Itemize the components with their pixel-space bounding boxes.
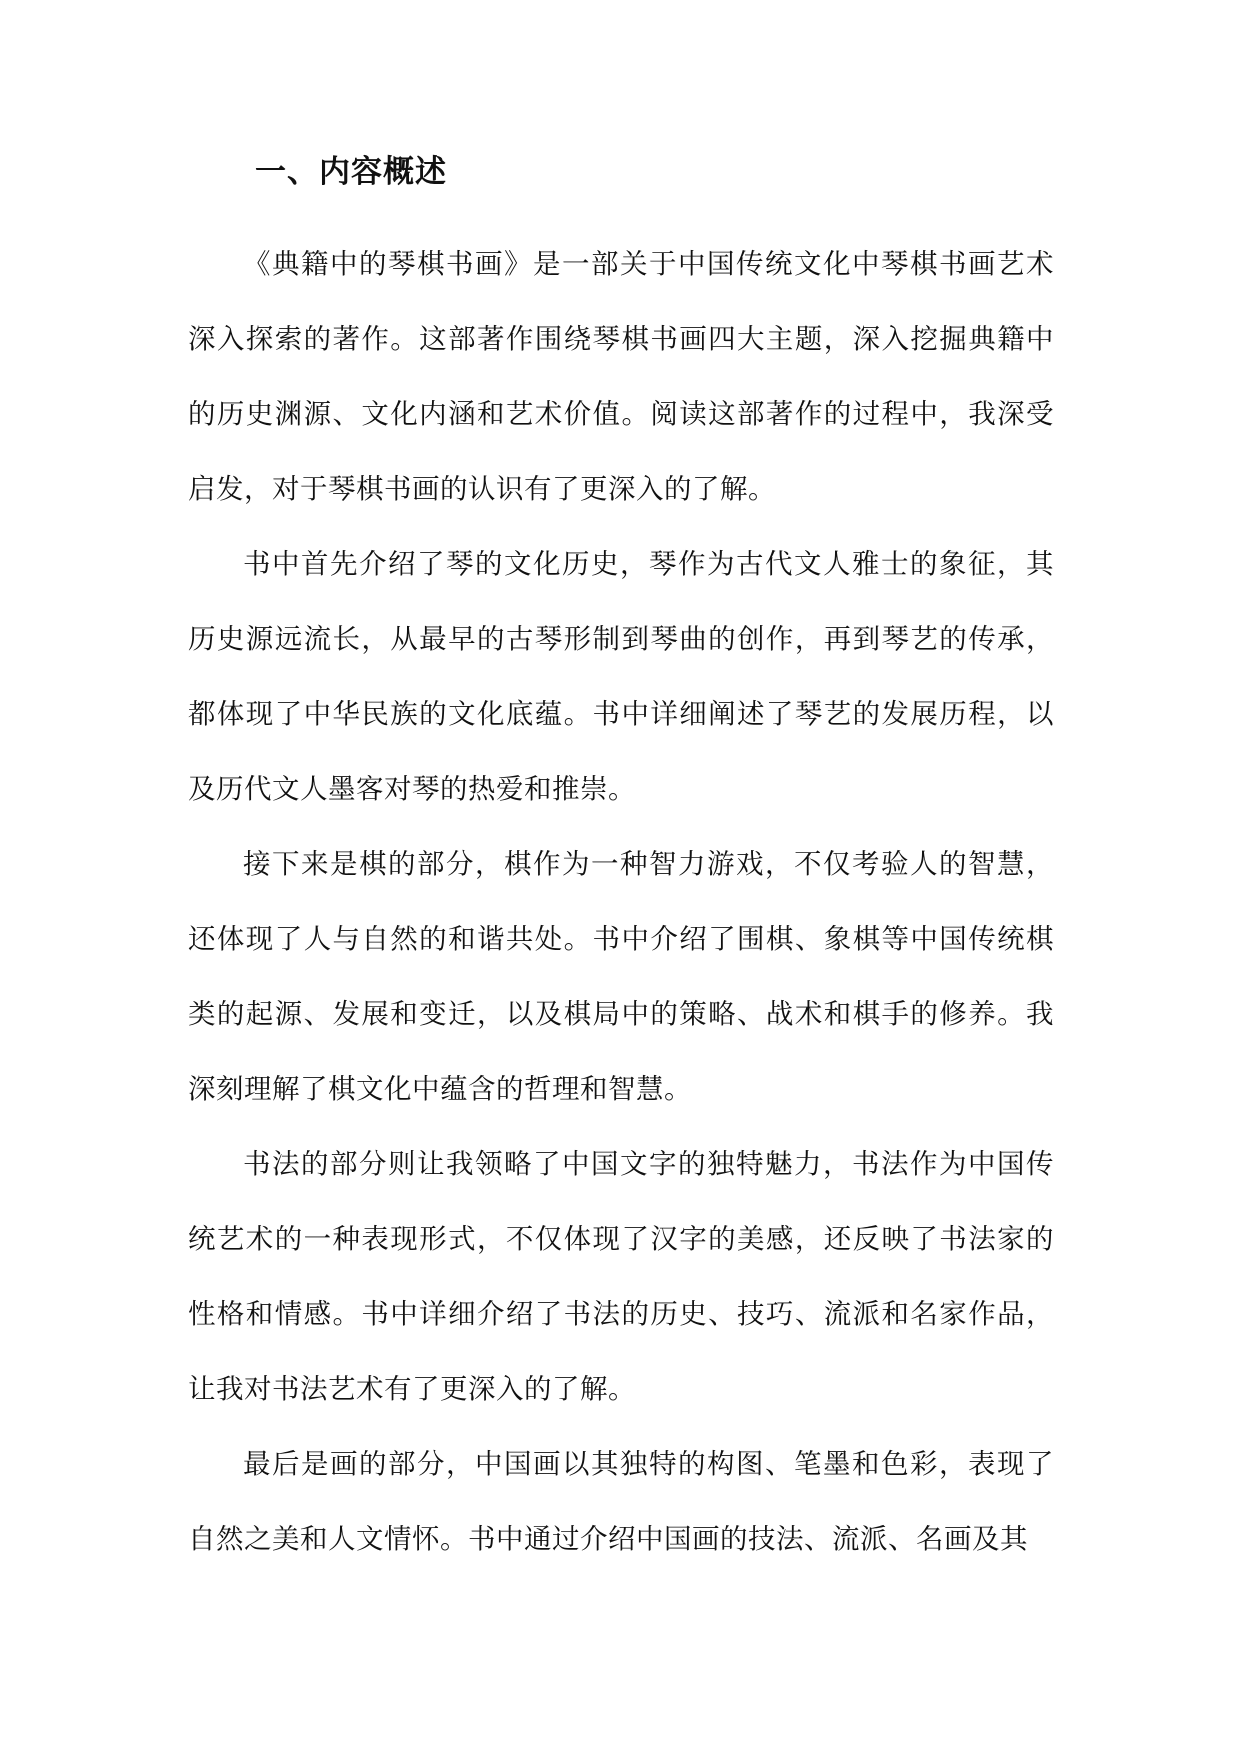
paragraph-qin: 书中首先介绍了琴的文化历史，琴作为古代文人雅士的象征，其历史源远流长，从最早的古琴形制到琴曲的创作，再到琴艺的传承，都体现了中华民族的文化底蕴。书中详细阐述了琴艺的发展历程，以及历代文人墨客对琴的热爱和推崇。 — [188, 548, 1054, 805]
section-heading: 一、内容概述 — [255, 154, 447, 190]
body-text — [188, 227, 1054, 1577]
paragraph-hua: 最后是画的部分，中国画以其独特的构图、笔墨和色彩，表现了自然之美和人文情怀。书中通过介绍中国画的技法、流派、名画及其 — [188, 1448, 1054, 1555]
paragraph-intro: 《典籍中的琴棋书画》是一部关于中国传统文化中琴棋书画艺术深入探索的著作。这部著作围绕琴棋书画四大主题，深入挖掘典籍中的历史渊源、文化内涵和艺术价值。阅读这部著作的过程中，我深受启发，对于琴棋书画的认识有了更深入的了解。 — [188, 248, 1054, 505]
paragraph-shufa: 书法的部分则让我领略了中国文字的独特魅力，书法作为中国传统艺术的一种表现形式，不仅体现了汉字的美感，还反映了书法家的性格和情感。书中详细介绍了书法的历史、技巧、流派和名家作品，让我对书法艺术有了更深入的了解。 — [188, 1148, 1054, 1405]
paragraph-qi: 接下来是棋的部分，棋作为一种智力游戏，不仅考验人的智慧，还体现了人与自然的和谐共处。书中介绍了围棋、象棋等中国传统棋类的起源、发展和变迁，以及棋局中的策略、战术和棋手的修养。我深刻理解了棋文化中蕴含的哲理和智慧。 — [188, 848, 1054, 1105]
